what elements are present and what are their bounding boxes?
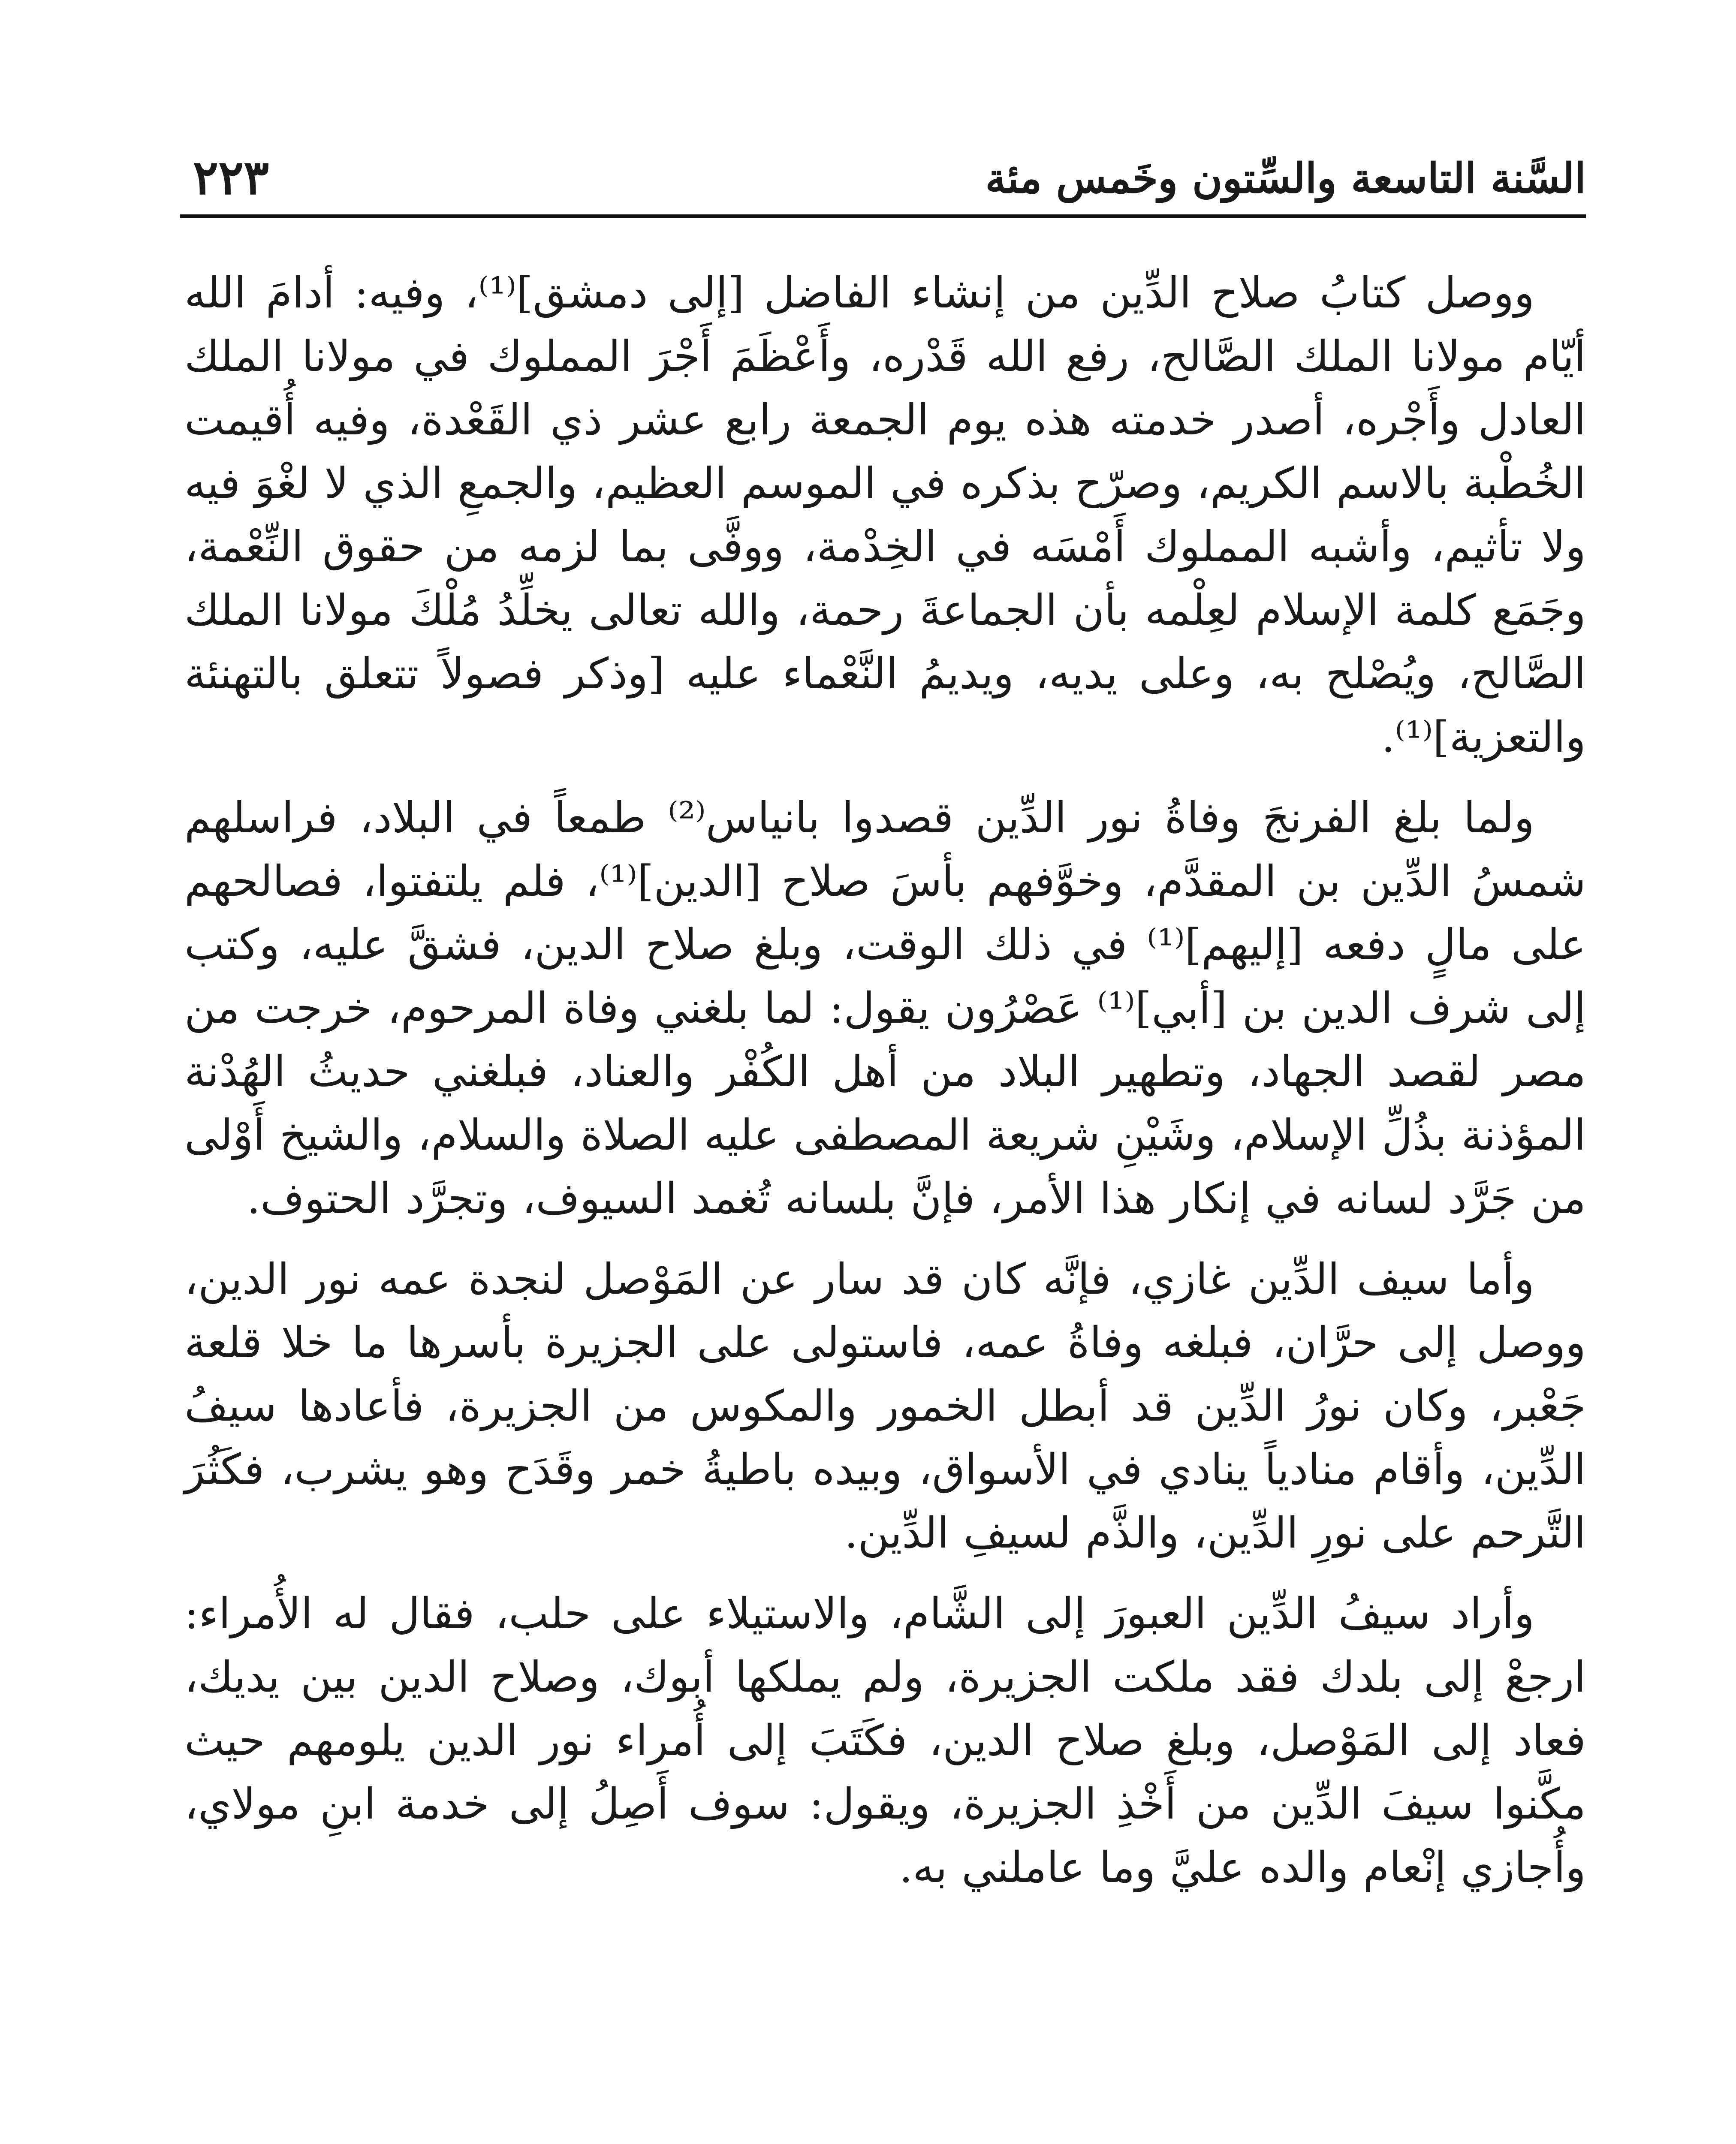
page-header (180, 142, 1586, 218)
running-title: السَّنة التاسعة والسِّتون وخَمس مئة (985, 154, 1586, 202)
paragraph-franks: ولما بلغ الفرنجَ وفاةُ نور الدِّين قصدوا بانياس⁽²⁾ طمعاً في البلاد، فراسلهم شمسُ الدِّين بن المقدَّم، وخوَّفهم بأسَ صلاح [الدين]⁽¹⁾، فلم يلتفتوا، فصالحهم على مالٍ دفعه [إليهم]⁽¹⁾ في ذلك الوقت، وبلغ صلاح الدين، فشقَّ عليه، وكتب إلى شرف الدين بن [أبي]⁽¹⁾ عَصْرُون يقول: لما بلغني وفاة المرحوم، خرجت من مصر لقصد الجهاد، وتطهير البلاد من أهل الكُفْر والعناد، فبلغني حديثُ الهُدْنة المؤذنة بذُلِّ الإسلام، وشَيْنِ شريعة المصطفى عليه الصلاة والسلام، والشيخ أَوْلى من جَرَّد لسانه في إنكار هذا الأمر، فإنَّ بلسانه تُغمد السيوف، وتجرَّد الحتوف. (184, 793, 1586, 1223)
paragraph-sayf-al-din: وأما سيف الدِّين غازي، فإنَّه كان قد سار عن المَوْصل لنجدة عمه نور الدين، ووصل إلى حرَّان، فبلغه وفاةُ عمه، فاستولى على الجزيرة بأسرها ما خلا قلعة جَعْبر، وكان نورُ الدِّين قد أبطل الخمور والمكوس من الجزيرة، فأعادها سيفُ الدِّين، وأقام منادياً ينادي في الأسواق، وبيده باطيةُ خمر وقَدَح وهو يشرب، فكَثُرَ التَّرحم على نورِ الدِّين، والذَّم لسيفِ الدِّين. (184, 1255, 1586, 1558)
paragraph-letter: ووصل كتابُ صلاح الدِّين من إنشاء الفاضل [إلى دمشق]⁽¹⁾، وفيه: أدامَ الله أيّام مولانا الملك الصَّالح، رفع الله قَدْره، وأَعْظَمَ أَجْرَ المملوك في مولانا الملك العادل وأَجْره، أصدر خدمته هذه يوم الجمعة رابع عشر ذي القَعْدة، وفيه أُقيمت الخُطْبة بالاسم الكريم، وصرّح بذكره في الموسم العظيم، والجمعِ الذي لا لغْوَ فيه ولا تأثيم، وأشبه المملوك أَمْسَه في الخِدْمة، ووفَّى بما لزمه من حقوق النِّعْمة، وجَمَع كلمة الإسلام لعِلْمه بأن الجماعةَ رحمة، والله تعالى يخلِّدُ مُلْكَ مولانا الملك الصَّالح، ويُصْلح به، وعلى يديه، ويديمُ النَّعْماء عليه [وذكر فصولاً تتعلق بالتهنئة والتعزية]⁽¹⁾. (184, 268, 1586, 762)
page-number: ٢٢٣ (193, 150, 269, 205)
main-text (184, 262, 1586, 1900)
paragraph-return-mosul: وأراد سيفُ الدِّين العبورَ إلى الشَّام، والاستيلاء على حلب، فقال له الأُمراء: ارجعْ إلى بلدك فقد ملكت الجزيرة، ولم يملكها أبوك، وصلاح الدين بين يديك، فعاد إلى المَوْصل، وبلغ صلاح الدين، فكَتَبَ إلى أُمراء نور الدين يلومهم حيث مكَّنوا سيفَ الدِّين من أَخْذِ الجزيرة، ويقول: سوف أَصِلُ إلى خدمة ابنِ مولاي، وأُجازي إنْعام والده عليَّ وما عاملني به. (184, 1589, 1586, 1892)
